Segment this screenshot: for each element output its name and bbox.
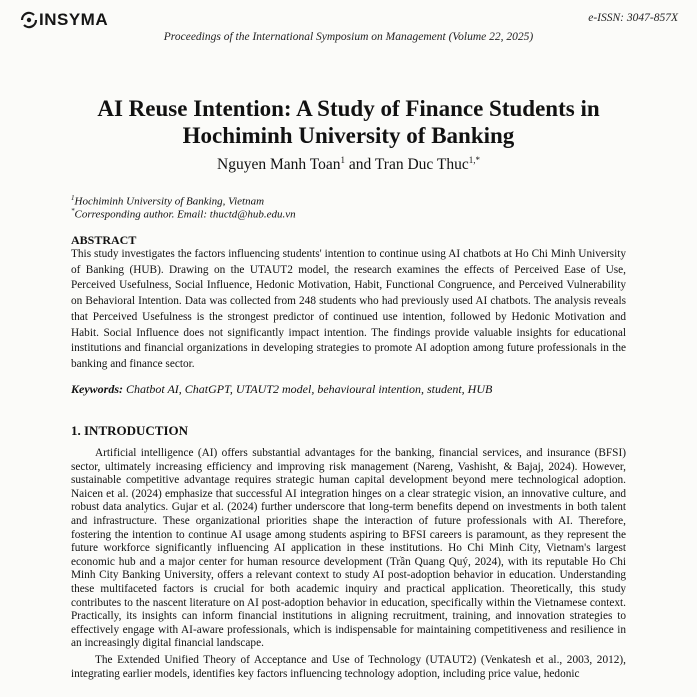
affiliation-2	[71, 205, 296, 222]
author-1-affiliation: 1	[340, 155, 345, 165]
corresponding-author-text: Corresponding author. Email: thuctd@hub.edu.vn	[74, 208, 296, 221]
abstract-body: This study investigates the factors influencing students' intention to continue using AI chatbots at Ho Chi Minh University of Banking (HUB). Drawing on the UTAUT2 model, the research examines the effects of Perceived Ease of Use, Perceived Usefulness, Social Influence, Hedonic Motivation, Habit, Functional Congruence, and Perceived Vulnerability on Behavioral Intention. Data was collected from 248 students who had previously used AI chatbots. The analysis reveals that Perceived Usefulness is the strongest predictor of continued use intention, followed by Hedonic Motivation and Habit. Social Influence does not significantly impact intention. The findings provide valuable insights for educational institutions and financial organizations in developing strategies to promote AI adoption among future professionals in the banking and finance sector.	[71, 248, 626, 370]
intro-paragraph: Artificial intelligence (AI) offers substantial advantages for the banking, financial services, and insurance (BFSI) sector, ultimately increasing efficiency and improving risk management (Nareng, Vashisht, & Bajaj, 2024). However, sustainable competitive advantage requires strategic human capital development beyond mere technological adoption. Naicen et al. (2024) emphasize that successful AI integration hinges on a clear strategic vision, an innovative culture, and robust data analytics. Gujar et al. (2024) further underscore that long-term benefits depend on investments in both talent and infrastructure. These organizational priorities shape the interaction of future professionals with AI. Therefore, fostering the intention to continue AI usage among students aspiring to BFSI careers is paramount, as they represent the future workforce significantly influencing AI application in these institutions. Ho Chi Minh City, Vietnam's largest economic hub and a major center for human resource development (Trần Quang Quý, 2024), with its reputable Ho Chi Minh City Banking University, offers a relevant context to study AI post-adoption behavior in education. Understanding these multifaceted factors is crucial for both academic inquiry and practical application. Theoretically, this study contributes to the nascent literature on AI post-adoption behavior in education, specifically within the Vietnamese context. Practically, its insights can inform financial institutions in aligning recruitment, training, and innovation strategies to effectively engage with AI-aware professionals, which is indispensable for maintaining competitiveness and resilience in an increasingly digital financial landscape.	[71, 447, 626, 650]
affiliation-1-marker: 1	[71, 194, 75, 202]
logo-text: INSYMA	[39, 10, 109, 29]
keywords	[71, 382, 626, 397]
issn: e-ISSN: 3047-857X	[588, 12, 678, 24]
author-line	[0, 155, 697, 174]
author-1: Nguyen Manh Toan	[217, 156, 341, 174]
proceedings-line: Proceedings of the International Symposium on Management (Volume 22, 2025)	[163, 31, 534, 43]
keywords-list: Chatbot AI, ChatGPT, UTAUT2 model, behavioural intention, student, HUB	[126, 382, 493, 396]
keywords-label: Keywords:	[71, 382, 123, 396]
affiliation-1-text: Hochiminh University of Banking, Vietnam	[74, 195, 265, 208]
logo-icon	[20, 11, 38, 29]
intro-paragraph: The Extended Unified Theory of Acceptance and Use of Technology (UTAUT2) (Venkatesh et al., 2003, 2012), integrating earlier models, identifies key factors influencing technology adoption, including price value, hedonic	[71, 653, 626, 680]
conference-logo	[20, 9, 108, 31]
author-conjunction: and	[348, 156, 372, 174]
introduction-body	[71, 447, 626, 681]
author-2: Tran Duc Thuc	[374, 156, 469, 174]
paper-title: AI Reuse Intention: A Study of Finance Students in Hochiminh University of Banking	[97, 96, 600, 148]
section-heading: 1. INTRODUCTION	[71, 423, 189, 438]
affiliation-2-marker: *	[71, 207, 75, 215]
abstract-heading: ABSTRACT	[71, 233, 137, 247]
author-2-affiliation: 1,*	[468, 155, 480, 165]
